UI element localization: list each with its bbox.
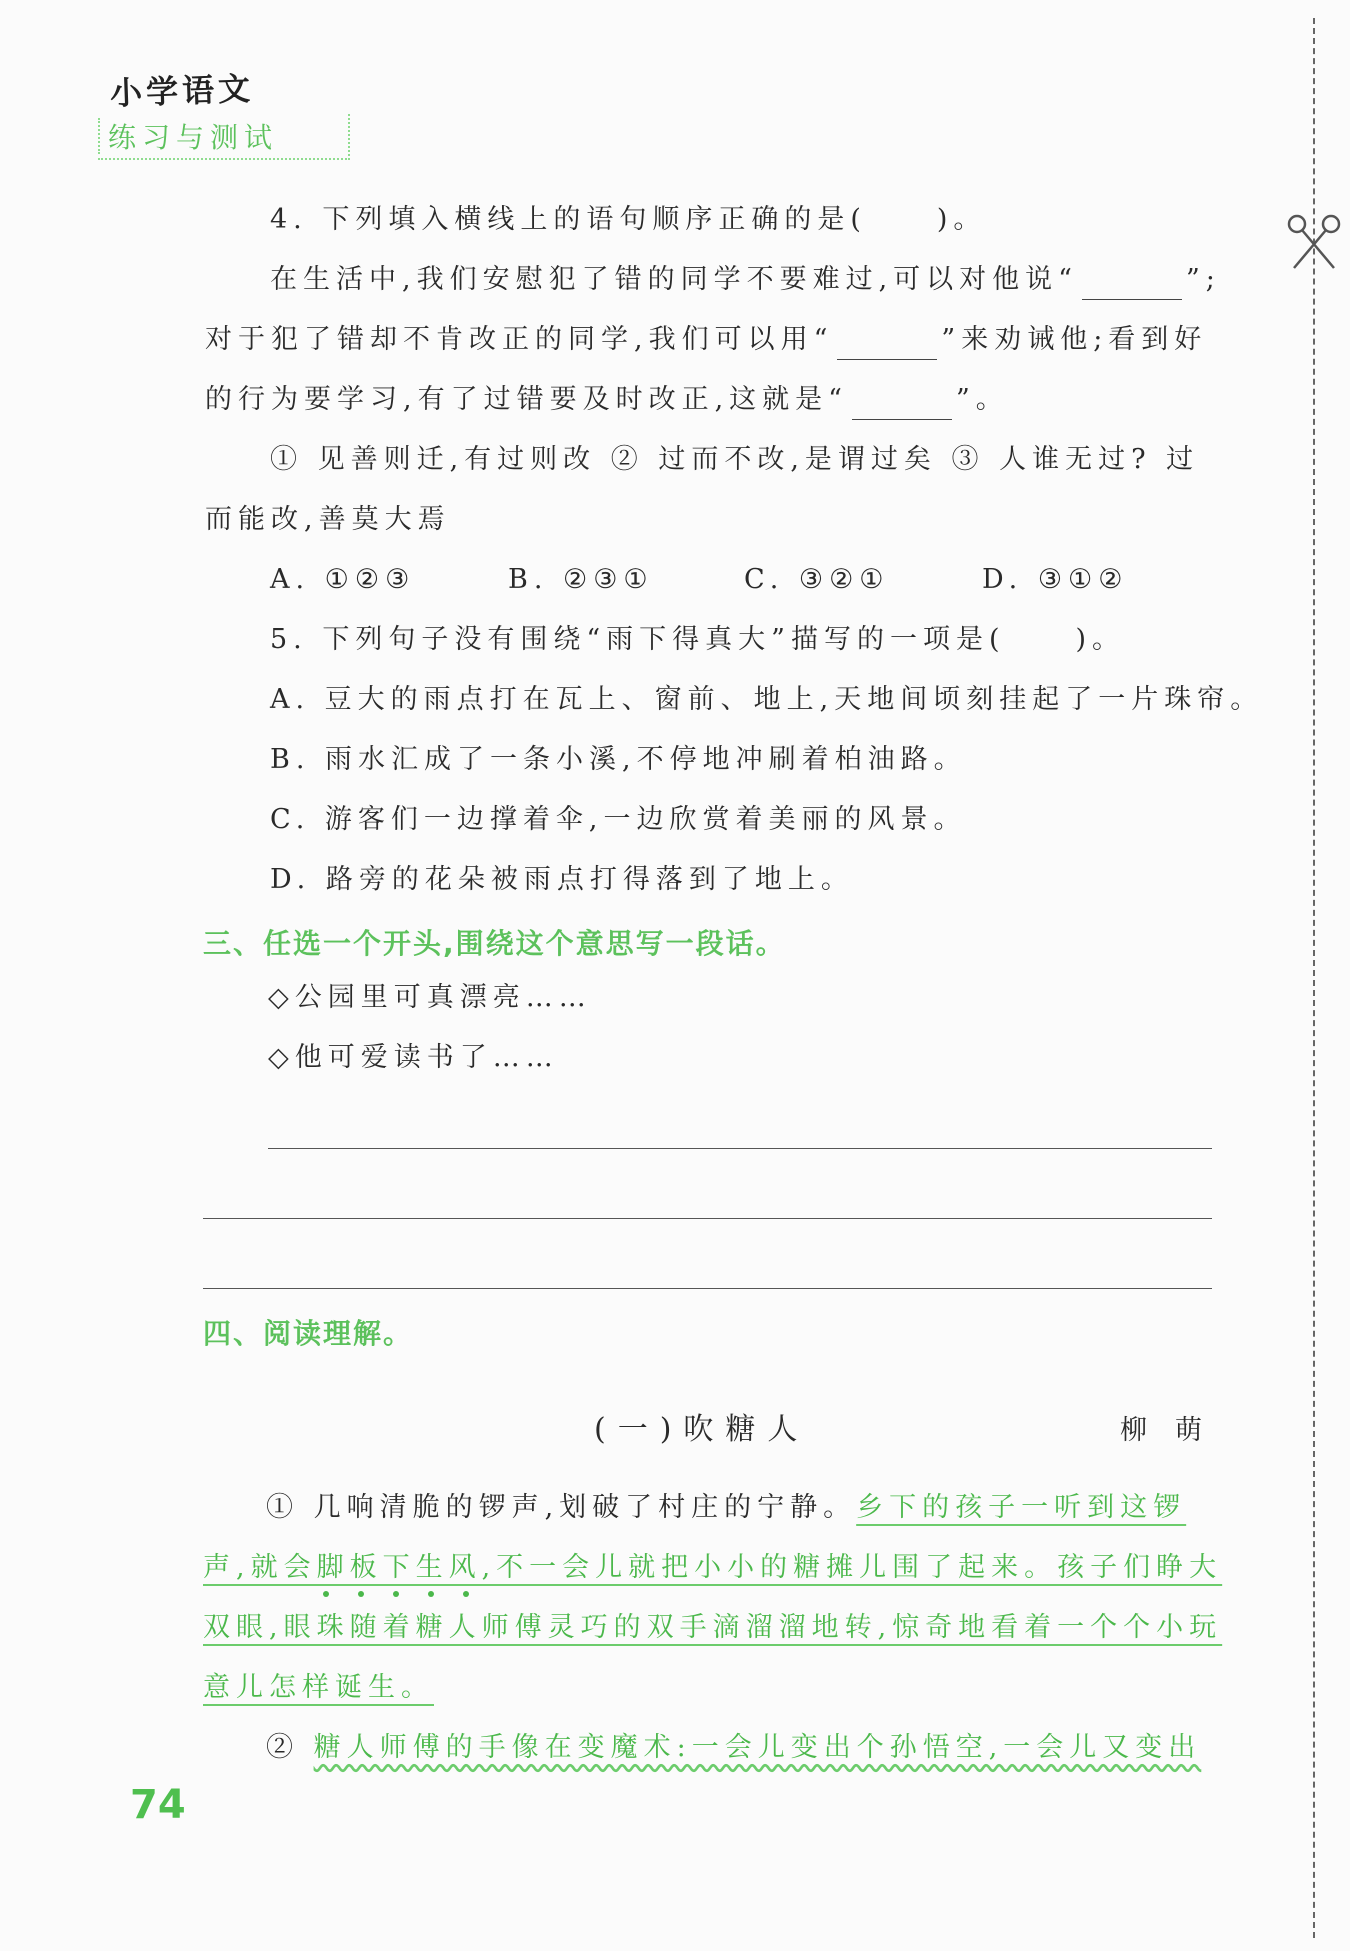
q4-stem: 4. 下列填入横线上的语句顺序正确的是( )。 [270,204,987,235]
section4-heading: 四、阅读理解。 [203,1317,414,1350]
q4-items-line1: ① 见善则迁,有过则改 ② 过而不改,是谓过矣 ③ 人谁无过? 过 [270,444,1200,475]
q4-option-b[interactable]: B. ②③① [508,564,654,595]
q4-paragraph-line1: 在生活中,我们安慰犯了错的同学不要难过,可以对他说“ ”; [270,260,1221,300]
section3-choice-2: ◇他可爱读书了…… [268,1042,559,1073]
answer-blank-2[interactable] [837,329,937,360]
page-number: 74 [130,1782,186,1828]
q5-option-a[interactable]: A. 豆大的雨点打在瓦上、窗前、地上,天地间顷刻挂起了一片珠帘。 [270,684,1264,715]
q5-option-d[interactable]: D. 路旁的花朵被雨点打得落到了地上。 [270,864,854,895]
book-title: 小学语文 [109,69,255,113]
paragraph1-line4: 意儿怎样诞生。 [203,1672,434,1703]
section3-heading: 三、任选一个开头,围绕这个意思写一段话。 [203,927,786,960]
cut-line [1313,18,1315,1938]
q5-option-b[interactable]: B. 雨水汇成了一条小溪,不停地冲刷着柏油路。 [270,744,967,775]
paragraph1-line1: ① 几响清脆的锣声,划破了村庄的宁静。乡下的孩子一听到这锣 [266,1492,1187,1523]
story-title: (一)吹糖人 [594,1412,810,1447]
q4-items-line2: 而能改,善莫大焉 [205,504,451,535]
writing-line-1[interactable] [268,1148,1212,1149]
answer-blank-1[interactable] [1082,269,1182,300]
q4-option-a[interactable]: A. ①②③ [270,564,416,595]
book-subtitle: 练习与测试 [108,121,279,154]
story-author: 柳萌 [1120,1415,1230,1446]
paragraph1-line3: 双眼,眼珠随着糖人师傅灵巧的双手滴溜溜地转,惊奇地看着一个个小玩 [203,1612,1223,1643]
q5-stem: 5. 下列句子没有围绕“雨下得真大”描写的一项是( )。 [270,624,1126,655]
q4-option-c[interactable]: C. ③②① [744,564,890,595]
emphasis-dots [320,1588,470,1600]
q4-paragraph-line2: 对于犯了错却不肯改正的同学,我们可以用“ ”来劝诫他;看到好 [205,320,1207,360]
paragraph2-line1: ② 糖人师傅的手像在变魔术:一会儿变出个孙悟空,一会儿又变出 [266,1732,1202,1763]
section3-choice-1: ◇公园里可真漂亮…… [268,982,592,1013]
paragraph1-line2: 声,就会脚板下生风,不一会儿就把小小的糖摊儿围了起来。孩子们睁大 [203,1552,1223,1583]
q4-options [270,560,1128,600]
book-header [98,66,279,154]
scissors-icon [1286,212,1342,272]
answer-blank-3[interactable] [852,389,952,420]
writing-line-3[interactable] [203,1288,1212,1289]
book-subtitle-box [98,114,350,160]
q4-paragraph-line3: 的行为要学习,有了过错要及时改正,这就是“ ”。 [205,380,1009,420]
q4-option-d[interactable]: D. ③①② [982,564,1129,595]
q5-option-c[interactable]: C. 游客们一边撑着伞,一边欣赏着美丽的风景。 [270,804,967,835]
highlighted-sentence: 乡下的孩子一听到这锣 [856,1492,1187,1523]
writing-line-2[interactable] [203,1218,1212,1219]
